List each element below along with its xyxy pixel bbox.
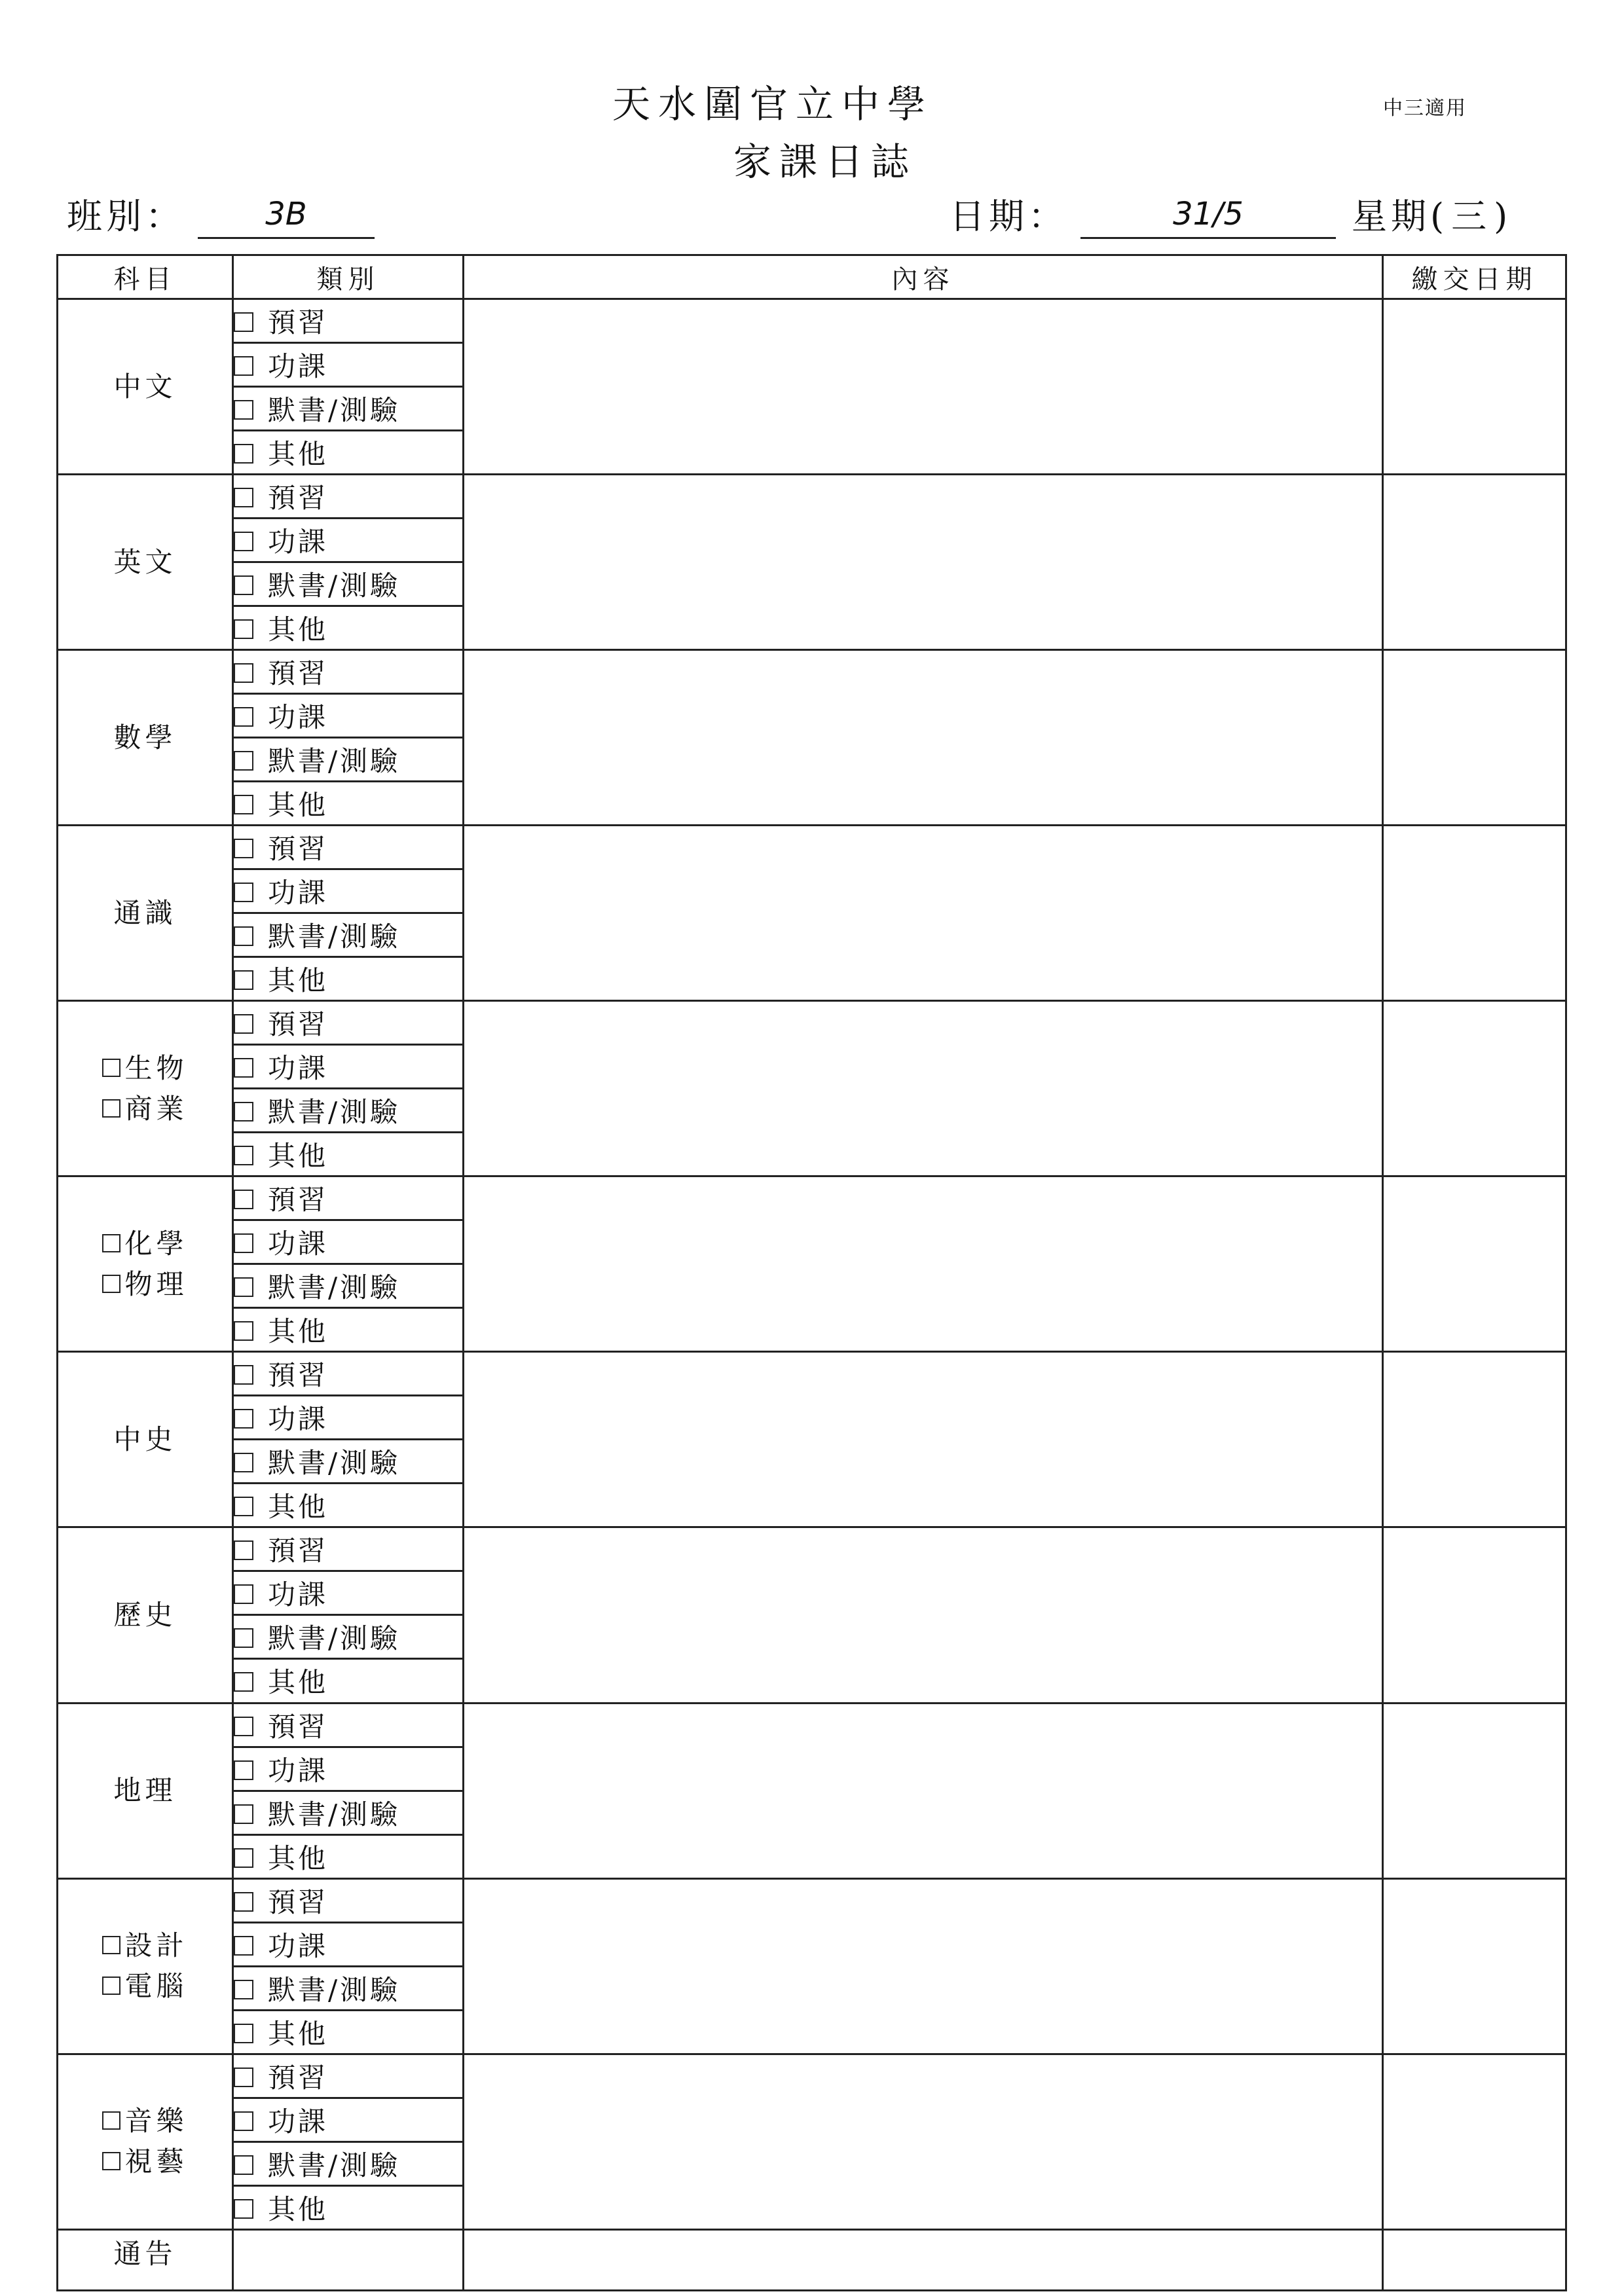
content-cell[interactable] bbox=[464, 1352, 1383, 1527]
table-row bbox=[58, 826, 1566, 869]
class-field bbox=[67, 189, 375, 239]
category-cell bbox=[233, 1045, 464, 1089]
category-label: 功課 bbox=[268, 701, 329, 734]
weekday-field bbox=[1352, 189, 1511, 239]
category-label: 其他 bbox=[268, 2193, 329, 2225]
subject-cell bbox=[58, 1878, 233, 2054]
diary-body bbox=[58, 299, 1566, 2291]
table-row bbox=[58, 1352, 1566, 1396]
category-checkbox[interactable] bbox=[234, 663, 253, 683]
category-label: 功課 bbox=[268, 877, 329, 909]
category-label: 預習 bbox=[268, 1008, 329, 1041]
category-checkbox[interactable] bbox=[234, 1058, 253, 1078]
category-cell bbox=[233, 1659, 464, 1703]
category-cell bbox=[233, 1440, 464, 1484]
category-checkbox[interactable] bbox=[234, 1584, 253, 1604]
subject-checkbox[interactable] bbox=[102, 1234, 120, 1252]
content-cell[interactable] bbox=[464, 826, 1383, 1001]
category-label: 預習 bbox=[268, 833, 329, 866]
date-field bbox=[950, 189, 1336, 239]
due-date-cell[interactable] bbox=[1383, 1352, 1566, 1527]
subject-checkbox[interactable] bbox=[102, 1936, 120, 1954]
category-label: 其他 bbox=[268, 438, 329, 471]
subject-option[interactable] bbox=[58, 2101, 232, 2141]
subject-cell bbox=[58, 650, 233, 826]
class-input[interactable]: 3B bbox=[198, 196, 375, 239]
category-checkbox[interactable] bbox=[234, 1980, 253, 1999]
category-label: 其他 bbox=[268, 1140, 329, 1173]
category-cell bbox=[233, 1878, 464, 1922]
content-cell[interactable] bbox=[464, 1703, 1383, 1878]
content-cell[interactable] bbox=[464, 1176, 1383, 1352]
subject-name: 中史 bbox=[113, 1423, 177, 1455]
date-label: 日期： bbox=[950, 196, 1067, 237]
table-row bbox=[58, 2054, 1566, 2098]
subject-name: 中文 bbox=[113, 370, 177, 403]
column-header-content: 內容 bbox=[464, 255, 1383, 299]
date-input[interactable]: 31/5 bbox=[1080, 196, 1336, 239]
due-date-cell[interactable] bbox=[1383, 650, 1566, 826]
content-cell[interactable] bbox=[464, 1001, 1383, 1176]
category-cell bbox=[233, 2054, 464, 2098]
category-cell bbox=[233, 1966, 464, 2010]
category-label: 默書/測驗 bbox=[268, 394, 401, 427]
category-checkbox[interactable] bbox=[234, 2111, 253, 2131]
weekday-close: ) bbox=[1494, 196, 1512, 237]
category-cell bbox=[233, 2185, 464, 2229]
category-label: 其他 bbox=[268, 613, 329, 646]
category-label: 其他 bbox=[268, 964, 329, 997]
category-checkbox[interactable] bbox=[234, 1497, 253, 1516]
subject-name: 音樂 bbox=[124, 2105, 188, 2138]
due-date-cell[interactable] bbox=[1383, 299, 1566, 475]
category-checkbox[interactable] bbox=[234, 400, 253, 420]
subject-option[interactable] bbox=[58, 1966, 232, 2007]
category-cell bbox=[233, 562, 464, 606]
notice-content-cell[interactable] bbox=[464, 2229, 1383, 2290]
table-row bbox=[58, 299, 1566, 343]
subject-checkbox[interactable] bbox=[102, 1059, 120, 1077]
subject-checkbox[interactable] bbox=[102, 2111, 120, 2130]
subject-option[interactable] bbox=[58, 1089, 232, 1129]
category-cell bbox=[233, 343, 464, 387]
form-title: 家課日誌 bbox=[733, 139, 917, 184]
category-cell bbox=[233, 1001, 464, 1045]
category-checkbox[interactable] bbox=[234, 2068, 253, 2087]
subject-name: 設計 bbox=[124, 1929, 188, 1962]
category-checkbox[interactable] bbox=[234, 2024, 253, 2043]
category-checkbox[interactable] bbox=[234, 1717, 253, 1736]
category-cell bbox=[233, 782, 464, 826]
category-label: 功課 bbox=[268, 1228, 329, 1260]
table-row bbox=[58, 650, 1566, 694]
category-label: 預習 bbox=[268, 1359, 329, 1392]
subject-option bbox=[58, 542, 232, 583]
subject-checkbox[interactable] bbox=[102, 1099, 120, 1118]
category-checkbox[interactable] bbox=[234, 795, 253, 814]
category-checkbox[interactable] bbox=[234, 883, 253, 902]
category-checkbox[interactable] bbox=[234, 1892, 253, 1912]
due-date-cell[interactable] bbox=[1383, 475, 1566, 650]
weekday-label: 星期( bbox=[1352, 196, 1449, 237]
category-cell bbox=[233, 1133, 464, 1176]
category-checkbox[interactable] bbox=[234, 1936, 253, 1956]
due-date-cell[interactable] bbox=[1383, 1176, 1566, 1352]
category-checkbox[interactable] bbox=[234, 2199, 253, 2219]
subject-cell bbox=[58, 475, 233, 650]
category-label: 預習 bbox=[268, 1710, 329, 1743]
category-cell bbox=[233, 1176, 464, 1220]
subject-option bbox=[58, 718, 232, 758]
category-cell bbox=[233, 2141, 464, 2185]
category-checkbox[interactable] bbox=[234, 1102, 253, 1121]
homework-diary-table bbox=[56, 254, 1567, 2291]
category-label: 其他 bbox=[268, 1315, 329, 1348]
category-cell bbox=[233, 1089, 464, 1133]
usage-note: 中三適用 bbox=[1383, 97, 1467, 120]
category-cell bbox=[233, 1703, 464, 1747]
category-checkbox[interactable] bbox=[234, 488, 253, 507]
category-label: 其他 bbox=[268, 1666, 329, 1699]
school-name: 天水圍官立中學 bbox=[612, 82, 933, 126]
category-cell bbox=[233, 606, 464, 650]
subject-cell bbox=[58, 2054, 233, 2229]
category-checkbox[interactable] bbox=[234, 1453, 253, 1472]
subject-option bbox=[58, 893, 232, 934]
table-header-row bbox=[58, 255, 1566, 299]
category-label: 默書/測驗 bbox=[268, 920, 401, 953]
subject-cell bbox=[58, 1352, 233, 1527]
due-date-cell[interactable] bbox=[1383, 2054, 1566, 2229]
subject-name: 商業 bbox=[124, 1092, 188, 1125]
subject-name: 英文 bbox=[113, 545, 177, 578]
subject-option[interactable] bbox=[58, 1224, 232, 1264]
table-row bbox=[58, 1527, 1566, 1571]
subject-cell bbox=[58, 1176, 233, 1352]
category-label: 功課 bbox=[268, 1754, 329, 1787]
category-label: 默書/測驗 bbox=[268, 570, 401, 602]
category-checkbox[interactable] bbox=[234, 1848, 253, 1868]
category-cell bbox=[233, 1747, 464, 1791]
content-cell[interactable] bbox=[464, 1527, 1383, 1703]
category-checkbox[interactable] bbox=[234, 2155, 253, 2175]
category-label: 預習 bbox=[268, 482, 329, 515]
category-checkbox[interactable] bbox=[234, 839, 253, 858]
subject-option bbox=[58, 1595, 232, 1635]
category-cell bbox=[233, 431, 464, 475]
category-checkbox[interactable] bbox=[234, 1804, 253, 1824]
category-checkbox[interactable] bbox=[234, 751, 253, 771]
category-checkbox[interactable] bbox=[234, 1190, 253, 1209]
category-label: 其他 bbox=[268, 2017, 329, 2050]
category-label: 功課 bbox=[268, 526, 329, 558]
content-cell[interactable] bbox=[464, 475, 1383, 650]
subject-cell bbox=[58, 1527, 233, 1703]
category-checkbox[interactable] bbox=[234, 1672, 253, 1692]
category-checkbox[interactable] bbox=[234, 926, 253, 946]
category-cell bbox=[233, 519, 464, 562]
table-row bbox=[58, 1703, 1566, 1747]
subject-option[interactable] bbox=[58, 1048, 232, 1089]
subject-checkbox[interactable] bbox=[102, 1275, 120, 1293]
subject-name: 視藝 bbox=[124, 2145, 188, 2178]
category-checkbox[interactable] bbox=[234, 619, 253, 639]
category-checkbox[interactable] bbox=[234, 1014, 253, 1034]
category-cell bbox=[233, 1791, 464, 1834]
category-cell bbox=[233, 869, 464, 913]
subject-option bbox=[58, 367, 232, 407]
due-date-cell[interactable] bbox=[1383, 1527, 1566, 1703]
table-row bbox=[58, 1878, 1566, 1922]
category-cell bbox=[233, 1615, 464, 1659]
category-cell bbox=[233, 1527, 464, 1571]
category-label: 默書/測驗 bbox=[268, 745, 401, 778]
column-header-due-date: 繳交日期 bbox=[1383, 255, 1566, 299]
subject-checkbox[interactable] bbox=[102, 1977, 120, 1995]
category-cell bbox=[233, 913, 464, 957]
category-label: 默書/測驗 bbox=[268, 1973, 401, 2006]
table-row bbox=[58, 1176, 1566, 1220]
subject-cell bbox=[58, 826, 233, 1001]
subject-name: 生物 bbox=[124, 1051, 188, 1084]
category-label: 其他 bbox=[268, 789, 329, 822]
category-label: 功課 bbox=[268, 1578, 329, 1611]
category-label: 預習 bbox=[268, 306, 329, 338]
category-cell bbox=[233, 1834, 464, 1878]
category-cell bbox=[233, 2010, 464, 2054]
category-label: 默書/測驗 bbox=[268, 1447, 401, 1480]
weekday-input[interactable]: 三 bbox=[1451, 196, 1491, 237]
due-date-cell[interactable] bbox=[1383, 826, 1566, 1001]
subject-option[interactable] bbox=[58, 2141, 232, 2182]
category-cell bbox=[233, 475, 464, 519]
notice-row bbox=[58, 2229, 1566, 2290]
due-date-cell[interactable] bbox=[1383, 1001, 1566, 1176]
category-label: 功課 bbox=[268, 1052, 329, 1085]
category-cell bbox=[233, 1571, 464, 1615]
subject-name: 數學 bbox=[113, 721, 177, 754]
subject-name: 歷史 bbox=[113, 1598, 177, 1631]
category-label: 功課 bbox=[268, 1403, 329, 1436]
category-label: 其他 bbox=[268, 1491, 329, 1523]
category-label: 默書/測驗 bbox=[268, 1096, 401, 1129]
column-header-category: 類別 bbox=[233, 255, 464, 299]
category-checkbox[interactable] bbox=[234, 707, 253, 727]
category-label: 功課 bbox=[268, 1929, 329, 1962]
subject-cell bbox=[58, 1001, 233, 1176]
category-label: 預習 bbox=[268, 2061, 329, 2094]
category-cell bbox=[233, 1264, 464, 1308]
category-checkbox[interactable] bbox=[234, 1233, 253, 1253]
content-cell[interactable] bbox=[464, 2054, 1383, 2229]
category-cell bbox=[233, 1352, 464, 1396]
category-label: 功課 bbox=[268, 350, 329, 383]
table-row bbox=[58, 1001, 1566, 1045]
subject-cell bbox=[58, 1703, 233, 1878]
content-cell[interactable] bbox=[464, 1878, 1383, 2054]
category-label: 預習 bbox=[268, 1535, 329, 1567]
category-cell bbox=[233, 1308, 464, 1352]
category-label: 默書/測驗 bbox=[268, 1271, 401, 1304]
category-cell bbox=[233, 738, 464, 782]
notice-label: 通告 bbox=[58, 2229, 233, 2290]
content-cell[interactable] bbox=[464, 299, 1383, 475]
category-cell bbox=[233, 1484, 464, 1527]
category-cell bbox=[233, 694, 464, 738]
category-label: 預習 bbox=[268, 1184, 329, 1216]
subject-option[interactable] bbox=[58, 1264, 232, 1305]
subject-option[interactable] bbox=[58, 1925, 232, 1966]
subject-name: 通識 bbox=[113, 896, 177, 929]
category-checkbox[interactable] bbox=[234, 444, 253, 464]
subject-name: 電腦 bbox=[124, 1970, 188, 2003]
category-cell bbox=[233, 387, 464, 431]
notice-category-cell[interactable] bbox=[233, 2229, 464, 2290]
category-checkbox[interactable] bbox=[234, 356, 253, 376]
due-date-cell[interactable] bbox=[1383, 1703, 1566, 1878]
category-checkbox[interactable] bbox=[234, 1146, 253, 1165]
category-checkbox[interactable] bbox=[234, 312, 253, 332]
category-cell bbox=[233, 299, 464, 343]
category-checkbox[interactable] bbox=[234, 1760, 253, 1780]
category-checkbox[interactable] bbox=[234, 1277, 253, 1297]
column-header-subject: 科目 bbox=[58, 255, 233, 299]
category-cell bbox=[233, 1922, 464, 1966]
notice-due-cell[interactable] bbox=[1383, 2229, 1566, 2290]
category-label: 其他 bbox=[268, 1842, 329, 1874]
subject-name: 化學 bbox=[124, 1227, 188, 1260]
category-cell bbox=[233, 826, 464, 869]
table-row bbox=[58, 475, 1566, 519]
subject-cell bbox=[58, 299, 233, 475]
category-checkbox[interactable] bbox=[234, 532, 253, 551]
category-label: 功課 bbox=[268, 2105, 329, 2138]
subject-checkbox[interactable] bbox=[102, 2152, 120, 2170]
content-cell[interactable] bbox=[464, 650, 1383, 826]
category-label: 預習 bbox=[268, 1886, 329, 1918]
category-checkbox[interactable] bbox=[234, 1321, 253, 1341]
category-checkbox[interactable] bbox=[234, 1365, 253, 1385]
due-date-cell[interactable] bbox=[1383, 1878, 1566, 2054]
subject-name: 物理 bbox=[124, 1267, 188, 1300]
category-checkbox[interactable] bbox=[234, 1540, 253, 1560]
category-label: 默書/測驗 bbox=[268, 2149, 401, 2181]
category-cell bbox=[233, 2098, 464, 2141]
category-checkbox[interactable] bbox=[234, 575, 253, 595]
category-label: 默書/測驗 bbox=[268, 1622, 401, 1655]
category-checkbox[interactable] bbox=[234, 1628, 253, 1648]
category-label: 默書/測驗 bbox=[268, 1798, 401, 1831]
subject-option bbox=[58, 1770, 232, 1811]
category-cell bbox=[233, 1396, 464, 1440]
category-checkbox[interactable] bbox=[234, 970, 253, 990]
subject-name: 地理 bbox=[113, 1774, 177, 1807]
subject-option bbox=[58, 1419, 232, 1460]
category-cell bbox=[233, 957, 464, 1001]
class-label: 班別： bbox=[67, 196, 185, 237]
category-cell bbox=[233, 1220, 464, 1264]
category-checkbox[interactable] bbox=[234, 1409, 253, 1429]
category-label: 預習 bbox=[268, 657, 329, 690]
category-cell bbox=[233, 650, 464, 694]
